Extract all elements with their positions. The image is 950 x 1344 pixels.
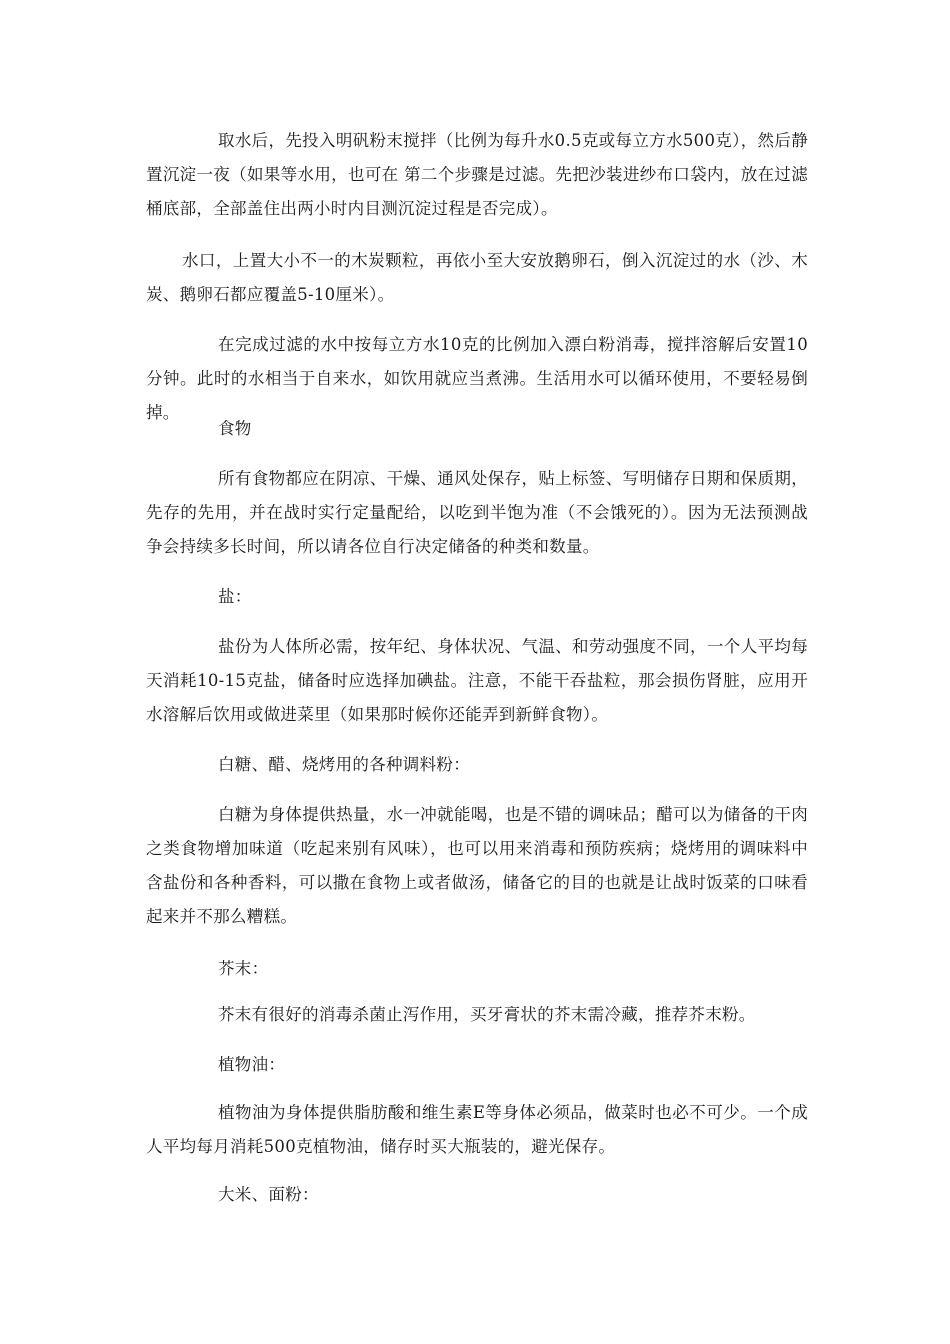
paragraph-salt: 盐份为人体所必需，按年纪、身体状况、气温、和劳动强度不同，一个人平均每天消耗10-15克盐，储备时应选择加碘盐。注意，不能干吞盐粒，那会损伤肾脏，应用开水溶解后饮用或做进菜里（如果那时候你还能弄到新鲜食物）。 [146, 637, 808, 724]
paragraph-sugar-vinegar: 白糖为身体提供热量，水一冲就能喝，也是不错的调味品；醋可以为储备的干肉之类食物增加味道（吃起来别有风味），也可以用来消毒和预防疾病；烧烤用的调味料中含盐份和各种香料，可以撒在食物上或者做汤，储备它的目的也就是让战时饭菜的口味看起来并不那么糟糕。 [146, 805, 808, 926]
heading-vegetable-oil: 植物油： [218, 1055, 286, 1074]
paragraph-water-disinfect: 在完成过滤的水中按每立方水10克的比例加入漂白粉消毒，搅拌溶解后安置10分钟。此时的水相当于自来水，如饮用就应当煮沸。生活用水可以循环使用，不要轻易倒掉。 [146, 335, 808, 422]
paragraph-water-filter: 水口，上置大小不一的木炭颗粒，再依小至大安放鹅卵石，倒入沉淀过的水（沙、木炭、鹅卵石都应覆盖5-10厘米）。 [146, 251, 808, 304]
paragraph-vegetable-oil: 植物油为身体提供脂肪酸和维生素E等身体必须品，做菜时也必不可少。一个成人平均每月消耗500克植物油，储存时买大瓶装的，避光保存。 [146, 1103, 808, 1156]
heading-rice-flour: 大米、面粉： [218, 1185, 319, 1204]
paragraph-water-settling: 取水后，先投入明矾粉末搅拌（比例为每升水0.5克或每立方水500克），然后静置沉淀一夜（如果等水用，也可在 第二个步骤是过滤。先把沙装进纱布口袋内，放在过滤桶底部，全部盖住出两小时内目测沉淀过程是否完成）。 [146, 131, 808, 218]
heading-food: 食物 [218, 419, 252, 438]
paragraph-food-storage: 所有食物都应在阴凉、干燥、通风处保存，贴上标签、写明储存日期和保质期，先存的先用，并在战时实行定量配给，以吃到半饱为准（不会饿死的）。因为无法预测战争会持续多长时间，所以请各位自行决定储备的种类和数量。 [146, 469, 808, 556]
heading-sugar-vinegar: 白糖、醋、烧烤用的各种调料粉： [218, 755, 470, 774]
heading-salt: 盐： [218, 587, 252, 606]
heading-mustard: 芥末： [218, 959, 269, 978]
paragraph-mustard: 芥末有很好的消毒杀菌止泻作用，买牙膏状的芥末需冷藏，推荐芥末粉。 [218, 1005, 756, 1024]
